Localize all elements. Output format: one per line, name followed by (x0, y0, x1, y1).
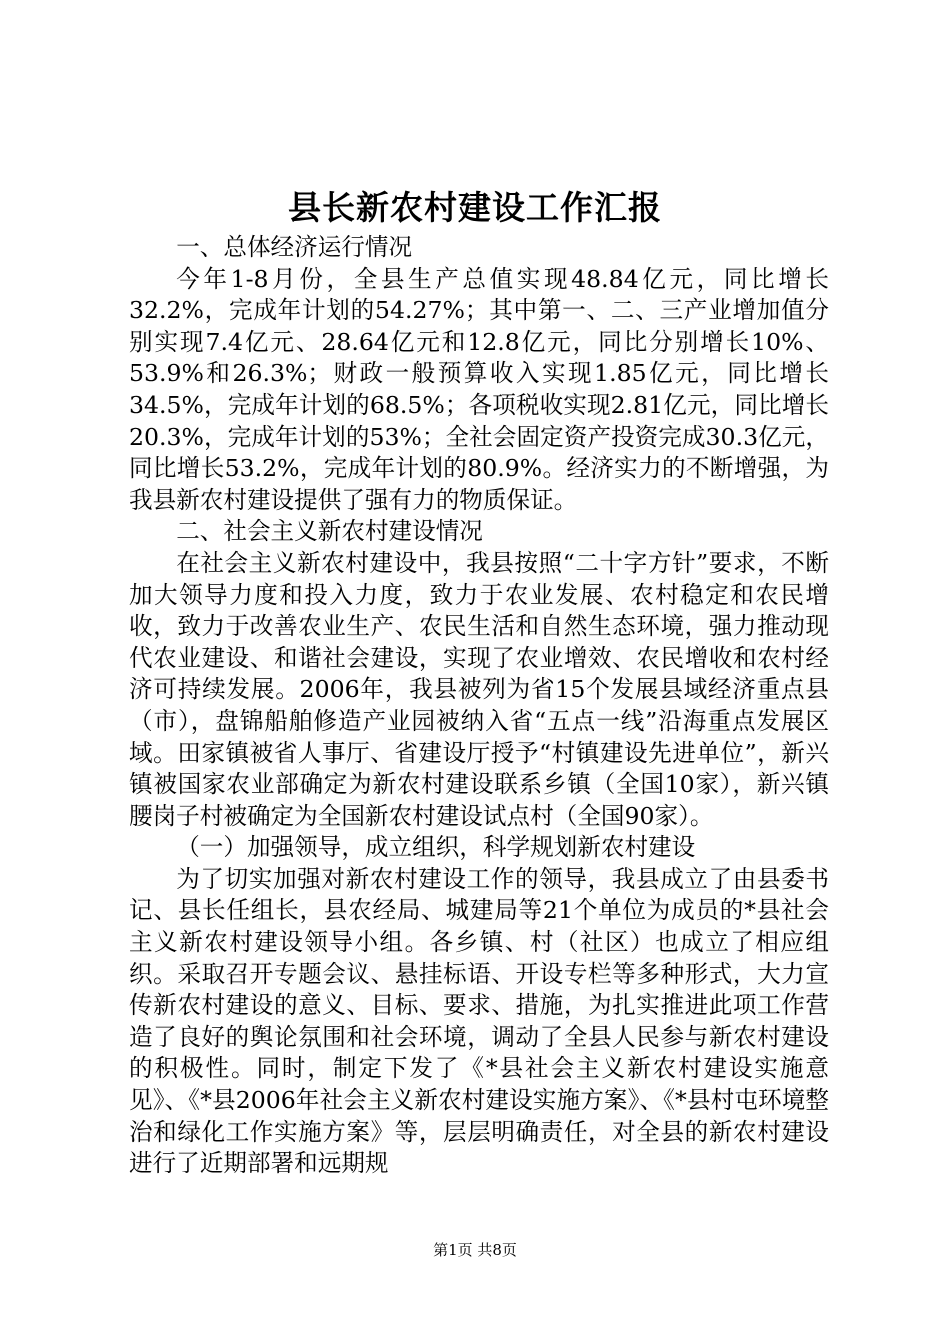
paragraph-economy: 今年1-8月份，全县生产总值实现48.84亿元，同比增长32.2%，完成年计划的54.27%；其中第一、二、三产业增加值分别实现7.4亿元、28.64亿元和12.8亿元，同比分别增长10%、53.9%和26.3%；财政一般预算收入实现1.85亿元，同比增长34.5%，完成年计划的68.5%；各项税收实现2.81亿元，同比增长20.3%，完成年计划的53%；全社会固定资产投资完成30.3亿元，同比增长53.2%，完成年计划的80.9%。经济实力的不断增强，为我县新农村建设提供了强有力的物质保证。 (129, 264, 829, 514)
document-title: 县长新农村建设工作汇报 (288, 188, 662, 227)
page-number-footer: 第1页 共8页 (433, 1241, 517, 1259)
subsection-heading-leadership: （一）加强领导，成立组织，科学规划新农村建设 (176, 833, 696, 862)
section-heading-new-countryside: 二、社会主义新农村建设情况 (176, 517, 483, 546)
paragraph-new-countryside: 在社会主义新农村建设中，我县按照“二十字方针”要求，不断加大领导力度和投入力度，致力于农业发展、农村稳定和农民增收，致力于改善农业生产、农民生活和自然生态环境，强力推动现代农业建设、和谐社会建设，实现了农业增效、农民增收和农村经济可持续发展。2006年，我县被列为省15个发展县域经济重点县（市），盘锦船舶修造产业园被纳入省“五点一线”沿海重点发展区域。田家镇被省人事厅、省建设厅授予“村镇建设先进单位”，新兴镇被国家农业部确定为新农村建设联系乡镇（全国10家），新兴镇腰岗子村被确定为全国新农村建设试点村（全国90家）。 (129, 548, 829, 830)
document-body (129, 232, 829, 1180)
section-heading-economy: 一、总体经济运行情况 (176, 233, 413, 261)
paragraph-leadership: 为了切实加强对新农村建设工作的领导，我县成立了由县委书记、县长任组长，县农经局、城建局等21个单位为成员的*县社会主义新农村建设领导小组。各乡镇、村（社区）也成立了相应组织。采取召开专题会议、悬挂标语、开设专栏等多种形式，大力宣传新农村建设的意义、目标、要求、措施，为扎实推进此项工作营造了良好的舆论氛围和社会环境，调动了全县人民参与新农村建设的积极性。同时，制定下发了《*县社会主义新农村建设实施意见》、《*县2006年社会主义新农村建设实施方案》、《*县村屯环境整治和绿化工作实施方案》等，层层明确责任，对全县的新农村建设进行了近期部署和远期规 (129, 864, 829, 1178)
